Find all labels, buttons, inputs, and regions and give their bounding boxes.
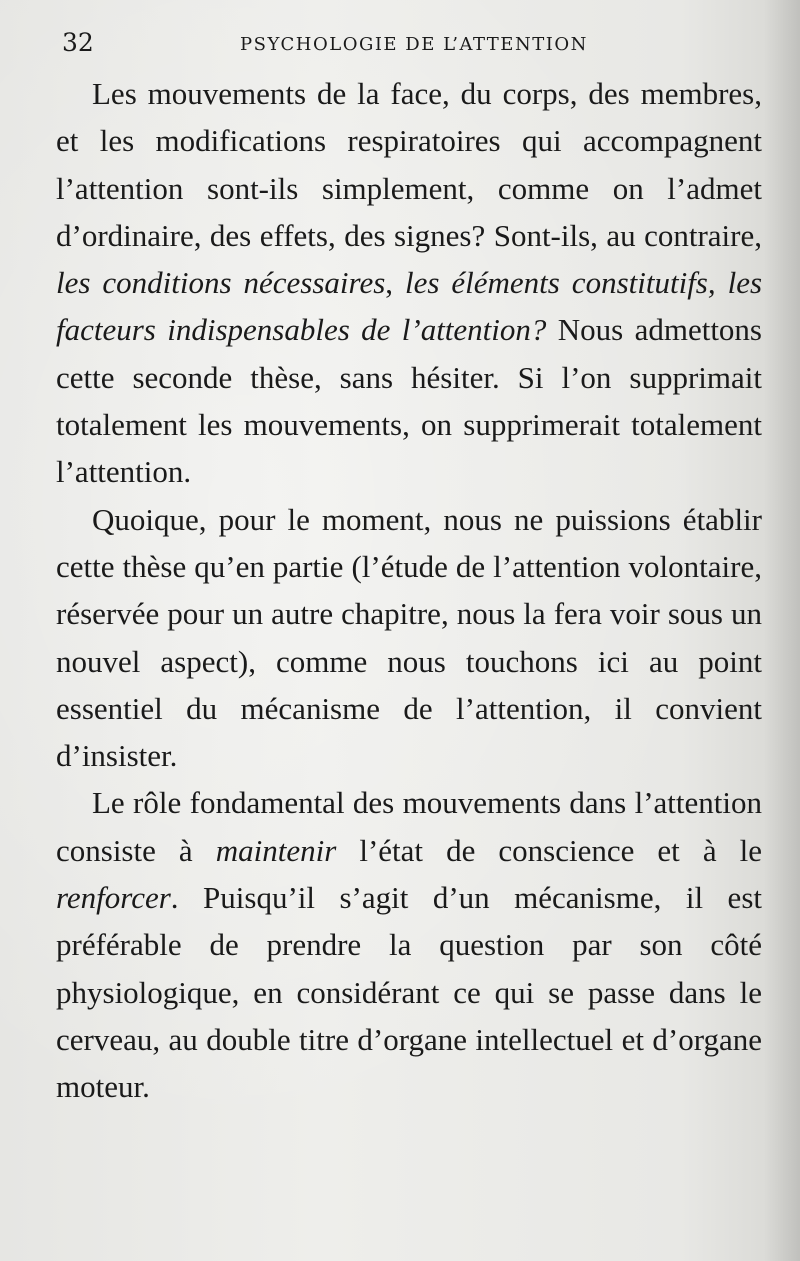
paragraph-1-italic-b: les conditions nécessaires (56, 265, 386, 301)
paragraph-3-italic-b: maintenir (215, 832, 337, 868)
paragraph-1-text-c: , (385, 265, 405, 301)
body-text (56, 70, 762, 1111)
paragraph-3-text-e: . Puisqu’il s’agit d’un mécanisme, il est préférable de prendre la question par son côté physiologique, en considérant ce qui se passe dans le cerveau, au double titre d’organe intellectuel et d’organe moteur. (56, 880, 762, 1105)
running-head (56, 28, 764, 70)
running-title: PSYCHOLOGIE DE L’ATTENTION (240, 34, 588, 55)
paragraph-2: Quoique, pour le moment, nous ne puissions établir cette thèse qu’en partie (l’étude de l’attention volontaire, réservée pour un autre chapitre, nous la fera voir sous un nouvel aspect), comme nous touchons ici au point essentiel du mécanisme de l’attention, il convient d’insister. (56, 501, 762, 774)
paragraph-3-text-c: l’état de conscience et à le (336, 832, 762, 868)
paragraph-1 (56, 70, 762, 496)
paragraph-1-text-e: Nous admettons cette seconde thèse, sans hésiter. Si l’on supprimait totalement les mouvements, on supprimerait totalement l’attention. (56, 312, 762, 490)
page-number: 32 (62, 28, 94, 57)
gutter-shadow (764, 0, 800, 1261)
paragraph-1-text-a: Les mouvements de la face, du corps, des membres, et les modifications respiratoires qui accompagnent l’attention sont-ils simplement, comme on l’admet d’ordinaire, des effets, des signes? Sont-ils, au contraire, (56, 76, 762, 253)
paragraph-3 (56, 779, 762, 1110)
paragraph-3-italic-d: renforcer (56, 880, 171, 916)
paragraph-1-italic-d: les éléments constitutifs, les facteurs indispensables de l’attention? (56, 265, 763, 348)
paragraph-3-text-a: Le rôle fondamental des mouvements dans l’attention consiste à (56, 785, 762, 868)
